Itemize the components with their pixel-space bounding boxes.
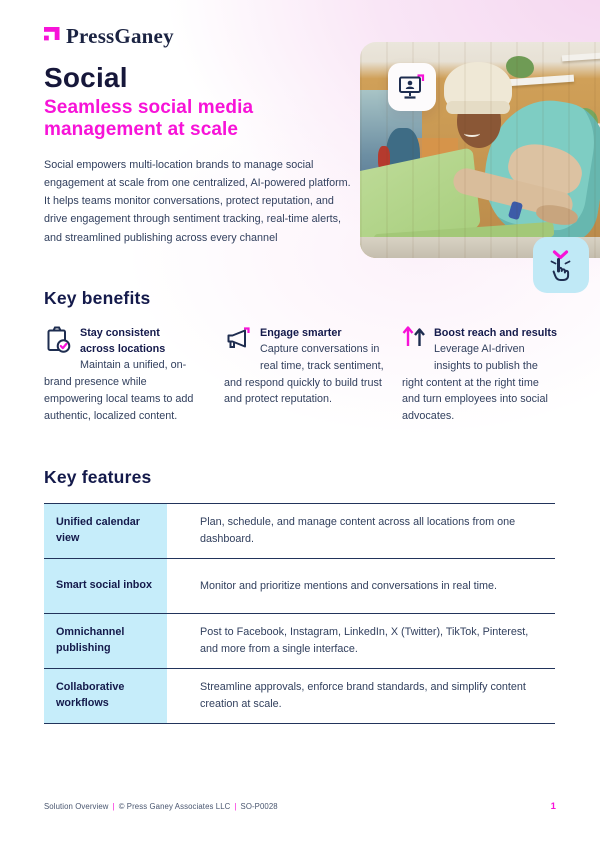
tap-hand-badge <box>533 237 589 293</box>
page-footer <box>44 801 556 812</box>
page-subtitle: Seamless social media management at scale <box>44 97 254 141</box>
tap-hand-icon <box>545 248 577 282</box>
photo-watch <box>508 201 523 220</box>
photo-plant <box>574 108 598 134</box>
feature-description: Monitor and prioritize mentions and conversations in real time. <box>200 579 498 592</box>
photo-shelf <box>478 75 574 89</box>
photo-person-arm <box>451 166 576 221</box>
footer-doc-code: SO-P0028 <box>240 802 278 811</box>
monitor-user-badge <box>388 63 436 111</box>
footer-separator: | <box>112 802 115 811</box>
table-row <box>44 668 555 723</box>
photo-shelf <box>562 53 600 62</box>
table-row <box>44 558 555 613</box>
benefit-body: Capture conversations in real time, track sentiment, and respond quickly to build trust and protect reputation. <box>224 343 384 406</box>
photo-laptop <box>360 147 481 253</box>
page-number: 1 <box>550 801 556 812</box>
photo-person-shirt <box>503 138 586 202</box>
benefit-boost-reach <box>402 325 559 425</box>
footer-doc-type: Solution Overview <box>44 802 109 811</box>
footer-separator: | <box>234 802 237 811</box>
hero-section <box>44 62 360 247</box>
photo-wall <box>410 138 458 224</box>
intro-paragraph: Social empowers multi-location brands to manage social engagement at scale from one centralized, AI-powered platform. It helps teams monitor conversations, protect reputation, and drive engagement through sentiment tracking, real-time alerts, and streamlined publishing across every channel <box>44 159 351 244</box>
photo-person-beanie <box>444 62 512 114</box>
photo-laptop-base <box>374 222 555 250</box>
photo-person-hand <box>535 202 579 227</box>
press-ganey-logo-text: PressGaney <box>66 24 174 48</box>
monitor-user-icon <box>397 73 427 102</box>
table-row <box>44 613 555 668</box>
photo-shelf <box>498 123 600 135</box>
double-up-arrows-icon <box>402 325 434 358</box>
feature-description: Plan, schedule, and manage content across all locations from one dashboard. <box>200 516 516 545</box>
clipboard-check-icon <box>44 325 80 358</box>
key-features-table <box>44 503 555 724</box>
feature-description: Streamline approvals, enforce brand standards, and simplify content creation at scale. <box>200 681 526 710</box>
benefit-title: Boost reach and results <box>434 327 557 339</box>
benefit-title: Engage smarter <box>260 327 342 339</box>
press-ganey-logo <box>44 24 174 49</box>
photo-person-face <box>457 96 501 148</box>
feature-label: Smart social inbox <box>44 559 167 613</box>
megaphone-icon <box>224 325 260 358</box>
key-benefits-heading: Key benefits <box>44 288 151 308</box>
key-features-heading: Key features <box>44 467 152 487</box>
benefit-engage-smarter <box>224 325 384 425</box>
key-benefits-row <box>44 325 559 425</box>
feature-label: Unified calendar view <box>44 504 167 558</box>
feature-description: Post to Facebook, Instagram, LinkedIn, X (Twitter), TikTok, Pinterest, and more from a single interface. <box>200 626 529 655</box>
photo-person-smile <box>464 130 480 137</box>
page-title: Social <box>44 62 128 93</box>
photo-person-vest <box>476 92 600 247</box>
photo-plant <box>506 56 534 78</box>
benefit-title: Stay consistent across locations <box>80 327 166 356</box>
footer-copyright: © Press Ganey Associates LLC <box>118 802 231 811</box>
key-features-section <box>44 467 555 724</box>
benefit-body: Maintain a unified, on-brand presence while empowering local teams to add authentic, localized content. <box>44 359 194 422</box>
press-ganey-logo-icon <box>44 27 61 46</box>
feature-label: Collaborative workflows <box>44 669 167 723</box>
photo-clothes-rack <box>386 128 420 192</box>
benefit-stay-consistent <box>44 325 196 425</box>
table-row <box>44 503 555 558</box>
feature-label: Omnichannel publishing <box>44 614 167 668</box>
key-benefits-section <box>44 288 559 425</box>
benefit-body: Leverage AI-driven insights to publish the right content at the right time and turn employees into social advocates. <box>402 343 548 423</box>
